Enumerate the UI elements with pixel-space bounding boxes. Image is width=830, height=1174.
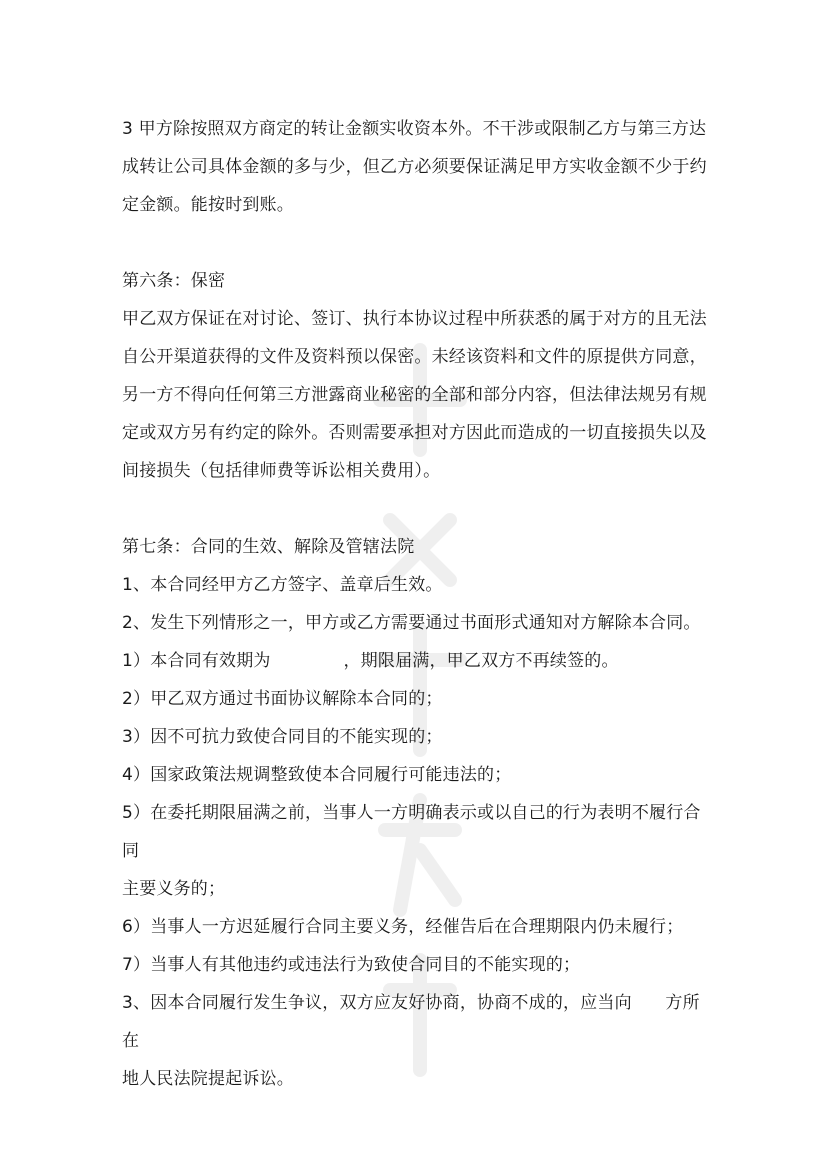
text-line: 3 甲方除按照双方商定的转让金额实收资本外。不干涉或限制乙方与第三方达	[122, 119, 707, 139]
article-7-item-2-4	[122, 756, 712, 794]
article-7-item-2-1	[122, 642, 712, 680]
text-line: 3）因不可抗力致使合同目的不能实现的；	[122, 727, 443, 747]
text-line: 2、发生下列情形之一，甲方或乙方需要通过书面形式通知对方解除本合同。	[122, 613, 701, 633]
text-line: 7）当事人有其他违约或违法行为致使合同目的不能实现的；	[122, 955, 581, 975]
paragraph-spacer	[122, 490, 712, 528]
article-7-heading	[122, 528, 712, 566]
clause-5-item-3	[122, 110, 712, 224]
document-body	[122, 110, 712, 1098]
text-line: 地人民法院提起诉讼。	[122, 1069, 294, 1089]
section-heading-line: 第七条：合同的生效、解除及管辖法院	[122, 537, 415, 557]
article-7-item-1	[122, 566, 712, 604]
text-line: 另一方不得向任何第三方泄露商业秘密的全部和部分内容，但法律法规另有规	[122, 385, 707, 405]
text-line: 1）本合同有效期为 ，期限届满，甲乙双方不再续签的。	[122, 651, 619, 671]
article-6-heading	[122, 262, 712, 300]
text-line: 间接损失（包括律师费等诉讼相关费用）。	[122, 461, 441, 481]
article-7-item-2	[122, 604, 712, 642]
article-7-item-2-3	[122, 718, 712, 756]
text-line: 3、因本合同履行发生争议，双方应友好协商，协商不成的，应当向 方所在	[122, 993, 700, 1051]
text-line: 6）当事人一方迟延履行合同主要义务，经催告后在合理期限内仍未履行；	[122, 917, 684, 937]
article-6-body	[122, 300, 712, 490]
article-7-item-2-2	[122, 680, 712, 718]
text-line: 定或双方另有约定的除外。否则需要承担对方因此而造成的一切直接损失以及	[122, 423, 707, 443]
paragraph-spacer	[122, 224, 712, 262]
article-7-item-2-6	[122, 908, 712, 946]
text-line: 4）国家政策法规调整致使本合同履行可能违法的；	[122, 765, 512, 785]
article-7-item-3	[122, 984, 712, 1098]
section-heading-line: 第六条：保密	[122, 271, 226, 291]
text-line: 甲乙双方保证在对讨论、签订、执行本协议过程中所获悉的属于对方的且无法	[122, 309, 707, 329]
article-7-item-2-7	[122, 946, 712, 984]
text-line: 自公开渠道获得的文件及资料预以保密。未经该资料和文件的原提供方同意，	[122, 347, 707, 367]
text-line: 5）在委托期限届满之前，当事人一方明确表示或以自己的行为表明不履行合同	[122, 803, 701, 861]
text-line: 成转让公司具体金额的多与少，但乙方必须要保证满足甲方实收金额不少于约	[122, 157, 707, 177]
text-line: 1、本合同经甲方乙方签字、盖章后生效。	[122, 575, 443, 595]
text-line: 主要义务的；	[122, 879, 226, 899]
article-7-item-2-5	[122, 794, 712, 908]
text-line: 定金额。能按时到账。	[122, 195, 294, 215]
text-line: 2）甲乙双方通过书面协议解除本合同的；	[122, 689, 443, 709]
